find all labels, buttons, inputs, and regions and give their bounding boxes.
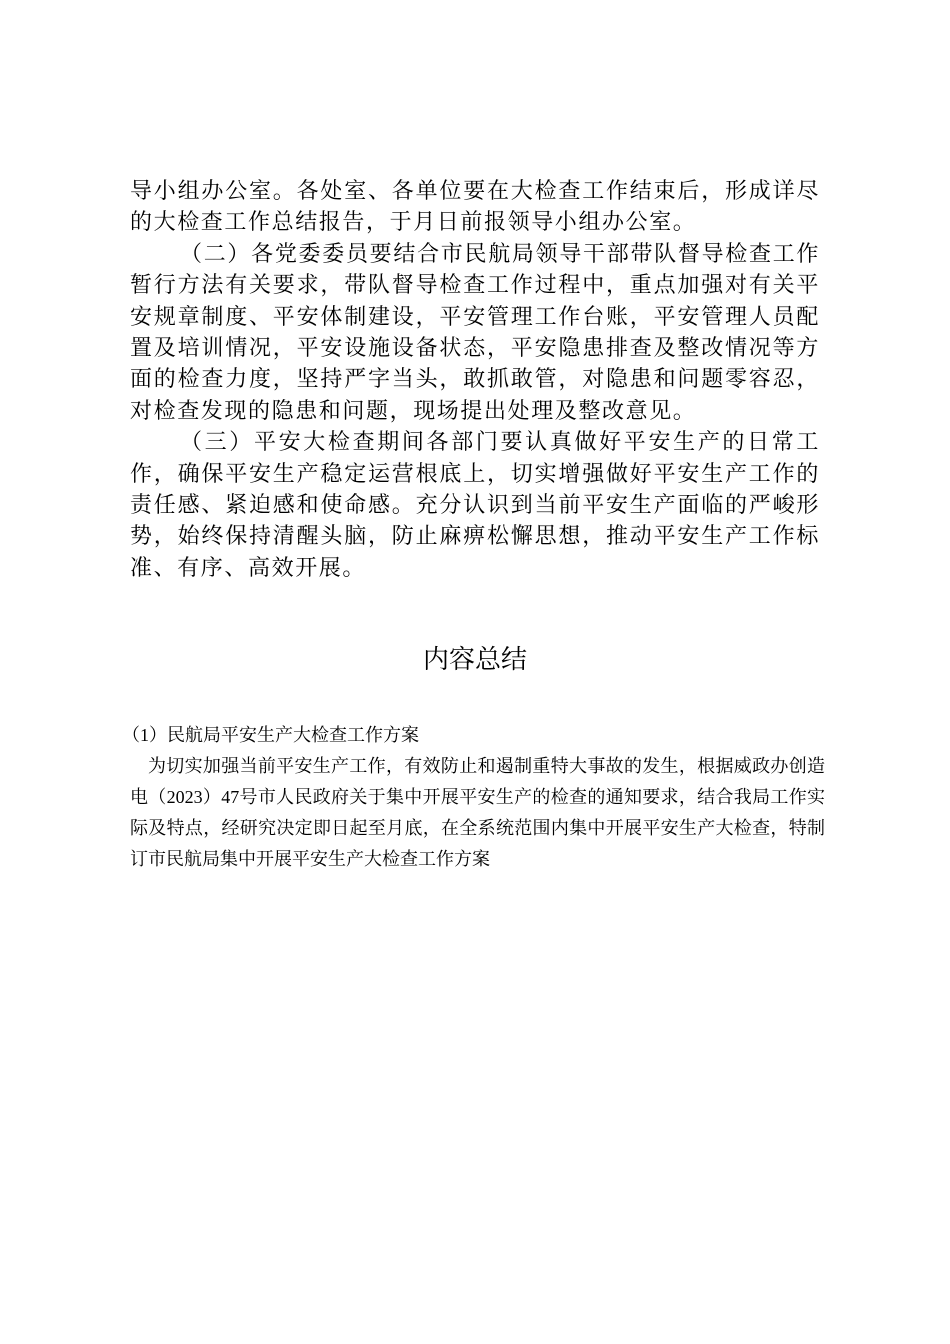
paragraph-continuation: 导小组办公室。各处室、各单位要在大检查工作结束后，形成详尽的大检查工作总结报告，于月日前报领导小组办公室。 [130,179,820,236]
summary-item-body: 为切实加强当前平安生产工作，有效防止和遏制重特大事故的发生，根据威政办创造电（2023）47号市人民政府关于集中开展平安生产的检查的通知要求，结合我局工作实际及特点，经研究决定即日起至月底，在全系统范围内集中开展平安生产大检查，特制订市民航局集中开展平安生产大检查工作方案 [130,756,825,869]
main-body-text [130,176,820,584]
paragraph-item-three: （三）平安大检查期间各部门要认真做好平安生产的日常工作，确保平安生产稳定运营根底上，切实增强做好平安生产工作的责任感、紧迫感和使命感。充分认识到当前平安生产面临的严峻形势，始终保持清醒头脑，防止麻痹松懈思想，推动平安生产工作标准、有序、高效开展。 [130,430,820,581]
paragraph-item-two: （二）各党委委员要结合市民航局领导干部带队督导检查工作暂行方法有关要求，带队督导检查工作过程中，重点加强对有关平安规章制度、平安体制建设，平安管理工作台账，平安管理人员配置及培训情况，平安设施设备状态，平安隐患排查及整改情况等方面的检查力度，坚持严字当头，敢抓敢管，对隐患和问题零容忍，对检查发现的隐患和问题，现场提出处理及整改意见。 [130,241,820,424]
summary-title: 内容总结 [422,645,527,675]
summary-section [122,720,825,875]
summary-item-heading: （1）民航局平安生产大检查工作方案 [122,725,419,745]
